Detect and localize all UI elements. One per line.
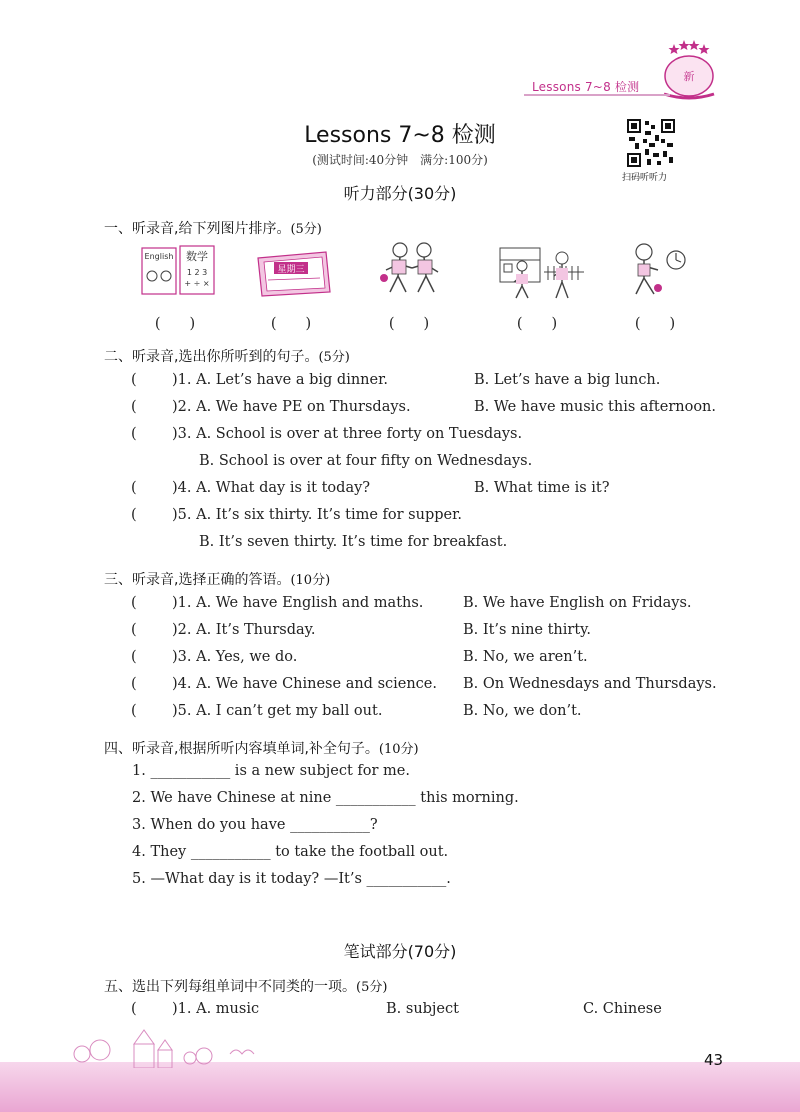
s2-q2-blank[interactable]: ( <box>131 399 137 415</box>
s2-q1-blank[interactable]: ( <box>131 372 137 388</box>
s2-q3-option-b: B. School is over at four fifty on Wednesdays. <box>199 453 533 469</box>
picture1-answer-blank[interactable]: ( ) <box>154 316 196 332</box>
s3-q1-option-a: )1. A. We have English and maths. <box>172 595 424 611</box>
picture2-answer-blank[interactable]: ( ) <box>270 316 312 332</box>
s3-q4-blank[interactable]: ( <box>131 676 137 692</box>
s2-q5-option-a: )5. A. It’s six thirty. It’s time for supper. <box>172 507 463 523</box>
s2-q2-option-a: )2. A. We have PE on Thursdays. <box>172 399 411 415</box>
svg-text:星期三: 星期三 <box>277 265 305 275</box>
qr-caption: 扫码听听力 <box>622 173 668 183</box>
section4-heading: 四、听录音,根据所听内容填单词,补全句子。(10分) <box>104 741 419 757</box>
s2-q5-option-b: B. It’s seven thirty. It’s time for breakfast. <box>199 534 508 550</box>
s2-q4-option-b: B. What time is it? <box>474 480 610 496</box>
clock-boy-icon <box>624 240 690 300</box>
qr-code-icon[interactable] <box>627 119 675 167</box>
s2-q4-option-a: )4. A. What day is it today? <box>172 480 371 496</box>
svg-text:+ ÷ ×: + ÷ × <box>184 279 210 288</box>
section5-heading: 五、选出下列每组单词中不同类的一项。(5分) <box>104 979 388 995</box>
school-gate-icon <box>496 240 588 302</box>
s3-q4-option-b: B. On Wednesdays and Thursdays. <box>463 676 717 692</box>
picture3-answer-blank[interactable]: ( ) <box>388 316 430 332</box>
picture4-answer-blank[interactable]: ( ) <box>516 316 558 332</box>
s4-sentence-1[interactable]: 1. ___________ is a new subject for me. <box>132 763 410 779</box>
header-divider <box>524 94 670 96</box>
s2-q4-blank[interactable]: ( <box>131 480 137 496</box>
listening-part-title: 听力部分(30分) <box>343 184 457 203</box>
svg-text:1 2 3: 1 2 3 <box>186 268 208 277</box>
page-title: Lessons 7~8 检测 <box>304 123 496 148</box>
s2-q3-blank[interactable]: ( <box>131 426 137 442</box>
s3-q5-blank[interactable]: ( <box>131 703 137 719</box>
s2-q5-blank[interactable]: ( <box>131 507 137 523</box>
kids-playing-icon <box>378 240 446 300</box>
s4-sentence-3[interactable]: 3. When do you have ___________? <box>132 817 378 833</box>
s5-q1-option-a: )1. A. music <box>172 1001 260 1017</box>
s3-q2-option-b: B. It’s nine thirty. <box>463 622 592 638</box>
section3-heading: 三、听录音,选择正确的答语。(10分) <box>104 572 331 588</box>
page-number: 43 <box>704 1051 724 1069</box>
section2-heading: 二、听录音,选出你所听到的句子。(5分) <box>104 349 350 365</box>
castle-decoration-icon <box>70 1024 260 1068</box>
s5-q1-blank[interactable]: ( <box>131 1001 137 1017</box>
header-label: Lessons 7~8 检测 <box>532 80 640 94</box>
s4-sentence-2[interactable]: 2. We have Chinese at nine ___________ this morning. <box>132 790 519 806</box>
picture5-answer-blank[interactable]: ( ) <box>634 316 676 332</box>
writing-part-title: 笔试部分(70分) <box>343 942 457 961</box>
s2-q2-option-b: B. We have music this afternoon. <box>474 399 716 415</box>
s3-q3-option-b: B. No, we aren’t. <box>463 649 588 665</box>
page-subtitle: (测试时间:40分钟 满分:100分) <box>312 153 488 167</box>
s3-q2-blank[interactable]: ( <box>131 622 137 638</box>
footer-band <box>0 1062 800 1112</box>
s4-sentence-5[interactable]: 5. —What day is it today? —It’s ___________. <box>132 871 451 887</box>
s3-q3-option-a: )3. A. Yes, we do. <box>172 649 298 665</box>
s3-q5-option-b: B. No, we don’t. <box>463 703 582 719</box>
s3-q3-blank[interactable]: ( <box>131 649 137 665</box>
s5-q1-option-c: C. Chinese <box>583 1001 662 1017</box>
s2-q1-option-a: )1. A. Let’s have a big dinner. <box>172 372 389 388</box>
publisher-logo <box>656 38 722 102</box>
s3-q4-option-a: )4. A. We have Chinese and science. <box>172 676 437 692</box>
s2-q1-option-b: B. Let’s have a big lunch. <box>474 372 661 388</box>
svg-text:新: 新 <box>683 70 695 83</box>
s5-q1-option-b: B. subject <box>386 1001 459 1017</box>
books-icon <box>140 244 218 298</box>
s3-q1-blank[interactable]: ( <box>131 595 137 611</box>
s3-q5-option-a: )5. A. I can’t get my ball out. <box>172 703 383 719</box>
section1-heading: 一、听录音,给下列图片排序。(5分) <box>104 221 322 237</box>
s3-q2-option-a: )2. A. It’s Thursday. <box>172 622 316 638</box>
s4-sentence-4[interactable]: 4. They ___________ to take the football out. <box>132 844 449 860</box>
calendar-icon <box>254 248 334 298</box>
s2-q3-option-a: )3. A. School is over at three forty on Tuesdays. <box>172 426 523 442</box>
s3-q1-option-b: B. We have English on Fridays. <box>463 595 692 611</box>
svg-text:数学: 数学 <box>186 250 208 263</box>
svg-text:English: English <box>144 252 174 261</box>
